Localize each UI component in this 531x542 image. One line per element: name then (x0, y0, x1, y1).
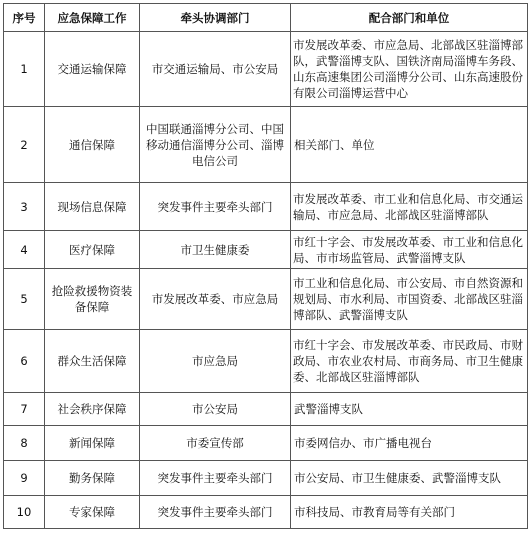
table-row (4, 107, 528, 183)
table-row (4, 393, 528, 426)
row-number: 9 (4, 461, 45, 496)
row-number: 10 (4, 496, 45, 529)
support-work: 社会秩序保障 (45, 393, 140, 426)
lead-department: 突发事件主要牵头部门 (140, 496, 291, 529)
lead-department: 市委宣传部 (140, 426, 291, 461)
partner-units: 相关部门、单位 (291, 107, 528, 183)
lead-department: 市发展改革委、市应急局 (140, 269, 291, 330)
support-work: 群众生活保障 (45, 330, 140, 393)
lead-department: 市应急局 (140, 330, 291, 393)
support-work: 新闻保障 (45, 426, 140, 461)
lead-department: 市公安局 (140, 393, 291, 426)
lead-department: 中国联通淄博分公司、中国移动通信淄博分公司、淄博电信公司 (140, 107, 291, 183)
row-number: 2 (4, 107, 45, 183)
support-work: 抢险救援物资装备保障 (45, 269, 140, 330)
header-support-work: 应急保障工作 (45, 4, 140, 32)
partner-units: 市红十字会、市发展改革委、市民政局、市财政局、市农业农村局、市商务局、市卫生健康委、北部战区驻淄博部队 (291, 330, 528, 393)
support-work: 通信保障 (45, 107, 140, 183)
table-row (4, 461, 528, 496)
row-number: 5 (4, 269, 45, 330)
partner-units: 市发展改革委、市工业和信息化局、市交通运输局、市应急局、北部战区驻淄博部队 (291, 183, 528, 231)
header-partner-units: 配合部门和单位 (291, 4, 528, 32)
lead-department: 突发事件主要牵头部门 (140, 461, 291, 496)
partner-units: 市红十字会、市发展改革委、市工业和信息化局、市市场监管局、武警淄博支队 (291, 231, 528, 269)
table-row (4, 330, 528, 393)
support-work: 现场信息保障 (45, 183, 140, 231)
table-row (4, 426, 528, 461)
row-number: 1 (4, 32, 45, 107)
row-number: 7 (4, 393, 45, 426)
partner-units: 市公安局、市卫生健康委、武警淄博支队 (291, 461, 528, 496)
partner-units: 市委网信办、市广播电视台 (291, 426, 528, 461)
lead-department: 突发事件主要牵头部门 (140, 183, 291, 231)
support-work: 医疗保障 (45, 231, 140, 269)
row-number: 4 (4, 231, 45, 269)
support-work: 交通运输保障 (45, 32, 140, 107)
header-lead-department: 牵头协调部门 (140, 4, 291, 32)
table-row (4, 269, 528, 330)
row-number: 3 (4, 183, 45, 231)
table-row (4, 32, 528, 107)
table-row (4, 183, 528, 231)
support-work: 勤务保障 (45, 461, 140, 496)
row-number: 8 (4, 426, 45, 461)
partner-units: 市工业和信息化局、市公安局、市自然资源和规划局、市水利局、市国资委、北部战区驻淄博部队、武警淄博支队 (291, 269, 528, 330)
table-header-row (4, 4, 528, 32)
partner-units: 市发展改革委、市应急局、北部战区驻淄博部队，武警淄博支队、国铁济南局淄博车务段、山东高速集团公司淄博分公司、山东高速股份有限公司淄博运营中心 (291, 32, 528, 107)
emergency-support-table (3, 3, 528, 529)
lead-department: 市交通运输局、市公安局 (140, 32, 291, 107)
lead-department: 市卫生健康委 (140, 231, 291, 269)
table-row (4, 231, 528, 269)
support-work: 专家保障 (45, 496, 140, 529)
header-serial-number: 序号 (4, 4, 45, 32)
row-number: 6 (4, 330, 45, 393)
partner-units: 市科技局、市教育局等有关部门 (291, 496, 528, 529)
partner-units: 武警淄博支队 (291, 393, 528, 426)
table-row (4, 496, 528, 529)
